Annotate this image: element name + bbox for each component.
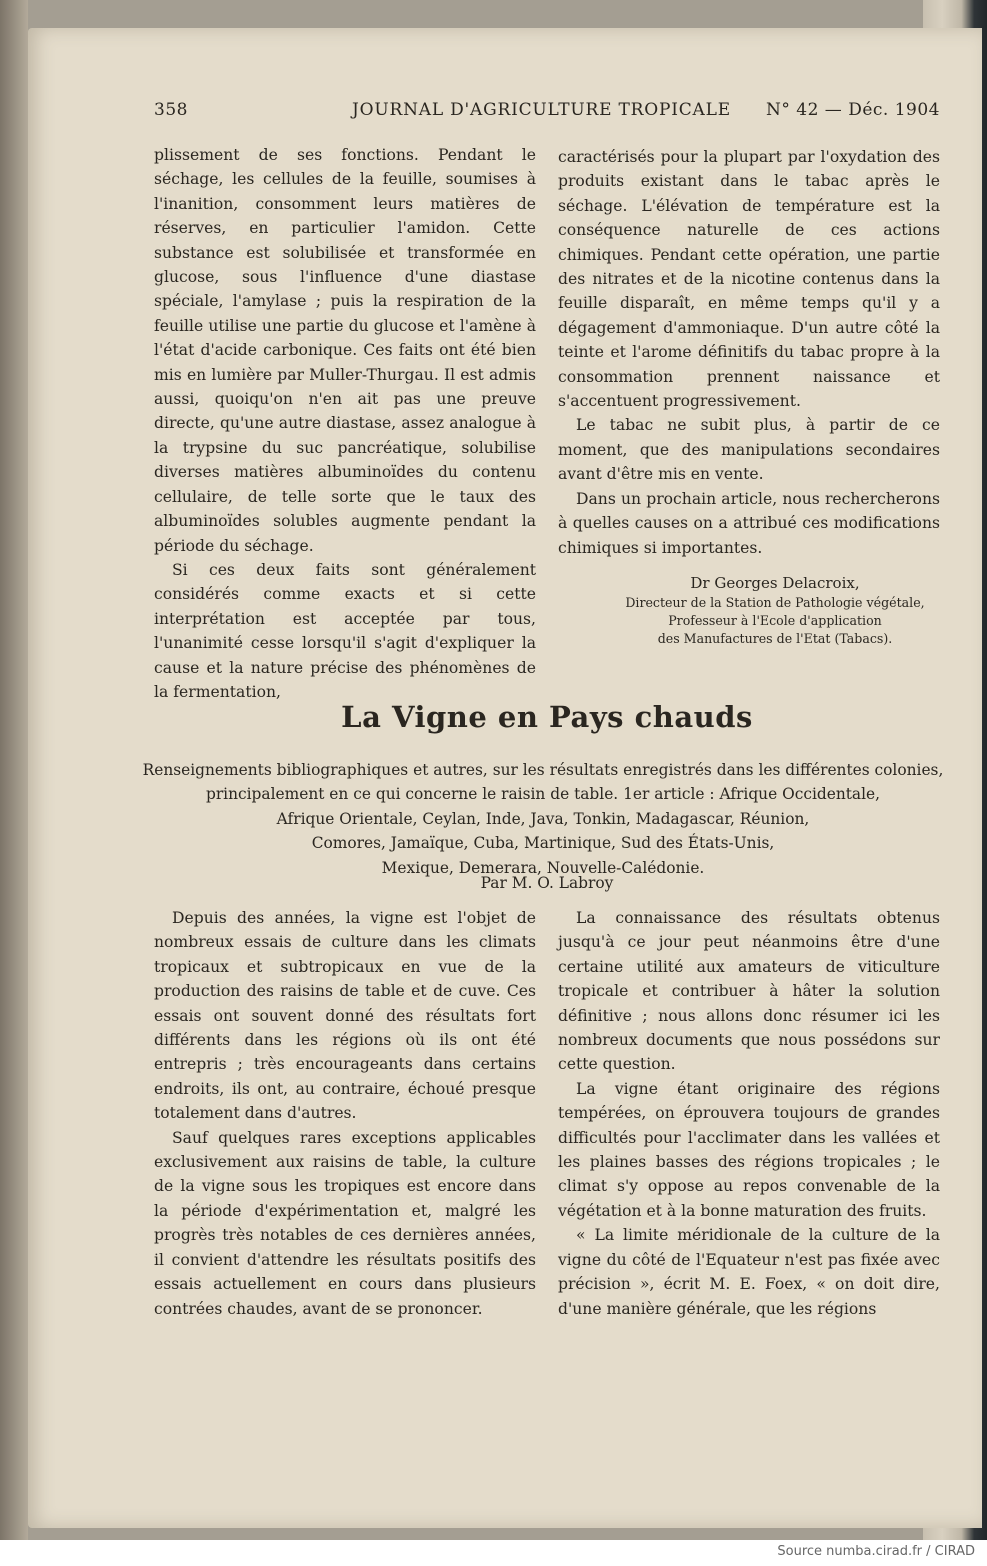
article-subtitle bbox=[140, 758, 946, 880]
paragraph: Depuis des années, la vigne est l'objet de nombreux essais de culture dans les climats tropicaux et subtropicaux en vue de la production des raisins de table et de cuve. Ces essais ont souvent donné des résultats fort différents dans les régions où ils ont été entrepris ; très encourageants dans certains endroits, ils ont, au contraire, échoué presque totalement dans d'autres. bbox=[154, 909, 536, 1123]
page-number: 358 bbox=[154, 100, 188, 120]
author-signature bbox=[600, 572, 950, 648]
subtitle-line: Mexique, Demerara, Nouvelle-Calédonie. bbox=[381, 858, 705, 877]
author-title: des Manufactures de l'Etat (Tabacs). bbox=[657, 631, 893, 646]
paragraph: La connaissance des résultats obtenus jusqu'à ce jour peut néanmoins être d'une certaine utilité aux amateurs de viticulture tropicale et contribuer à hâter la solution définitive ; nous allons donc résumer ici les nombreux documents que nous possédons sur cette question. bbox=[558, 909, 940, 1074]
author-title: Professeur à l'Ecole d'application bbox=[668, 613, 882, 628]
subtitle-line: Renseignements bibliographiques et autres, sur les résultats enregistrés dans les différentes colonies, bbox=[142, 761, 944, 779]
source-credit: Source numba.cirad.fr / CIRAD bbox=[777, 1544, 975, 1559]
column-3 bbox=[154, 906, 536, 1321]
subtitle-line: principalement en ce qui concerne le raisin de table. 1er article : Afrique Occidentale, bbox=[205, 785, 881, 804]
running-header bbox=[154, 100, 940, 126]
issue-info: N° 42 — Déc. 1904 bbox=[765, 100, 940, 120]
column-1 bbox=[154, 143, 536, 704]
author-name: Dr Georges Delacroix, bbox=[690, 574, 860, 592]
paragraph: Sauf quelques rares exceptions applicables exclusivement aux raisins de table, la culture de la vigne sous les tropiques est encore dans la période d'expérimentation et, malgré les progrès très notables de ces dernières années, il convient d'attendre les résultats positifs des essais actuellement en cours dans plusieurs contrées chaudes, avant de se prononcer. bbox=[154, 1128, 536, 1318]
paragraph: caractérisés pour la plupart par l'oxydation des produits existant dans le tabac après le séchage. L'élévation de température est la conséquence naturelle de ces actions chimiques. Pendant cette opération, une partie des nitrates et de la nicotine contenus dans la feuille disparaît, en même temps qu'il y a dégagement d'ammoniaque. D'un autre côté la teinte et l'arome définitifs du tabac propre à la consommation prennent naissance et s'accentuent progressivement. bbox=[558, 148, 940, 411]
paragraph: « La limite méridionale de la culture de la vigne du côté de l'Equateur n'est pas fixée avec précision », écrit M. E. Foex, « on doit dire, d'une manière générale, que les régions bbox=[558, 1226, 940, 1318]
paragraph: La vigne étant originaire des régions tempérées, on éprouvera toujours de grandes difficultés pour l'acclimater dans les vallées et les plaines basses des régions tropicales ; le climat s'y oppose au repos convenable de la végétation et à la bonne maturation des fruits. bbox=[558, 1079, 940, 1220]
author-title: Directeur de la Station de Pathologie végétale, bbox=[625, 595, 925, 610]
subtitle-line: Comores, Jamaïque, Cuba, Martinique, Sud des États-Unis, bbox=[311, 834, 775, 853]
column-2 bbox=[558, 145, 940, 560]
journal-title: JOURNAL D'AGRICULTURE TROPICALE bbox=[352, 100, 731, 120]
paragraph: Dans un prochain article, nous rechercherons à quelles causes on a attribué ces modifications chimiques si importantes. bbox=[558, 489, 940, 557]
subtitle-line: Afrique Orientale, Ceylan, Inde, Java, Tonkin, Madagascar, Réunion, bbox=[276, 809, 810, 828]
column-4 bbox=[558, 906, 940, 1321]
paragraph: Le tabac ne subit plus, à partir de ce moment, que des manipulations secondaires avant d'être mis en vente. bbox=[558, 416, 940, 484]
article-title: La Vigne en Pays chauds bbox=[341, 700, 753, 734]
article-byline: Par M. O. Labroy bbox=[480, 874, 614, 892]
page-left-edge bbox=[0, 0, 28, 1540]
paragraph: Si ces deux faits sont généralement considérés comme exacts et si cette interprétation est acceptée par tous, l'unanimité cesse lorsqu'il s'agit d'expliquer la cause et la nature précise des phénomènes de la fermentation, bbox=[154, 560, 536, 701]
paragraph: plissement de ses fonctions. Pendant le séchage, les cellules de la feuille, soumises à l'inanition, consomment leurs matières de réserves, en particulier l'amidon. Cette substance est solubilisée et transformée en glucose, sous l'influence d'une diastase spéciale, l'amylase ; puis la respiration de la feuille utilise une partie du glucose et l'amène à l'état d'acide carbonique. Ces faits ont été bien mis en lumière par Muller-Thurgau. Il est admis aussi, quoiqu'on n'en ait pas une preuve directe, qu'une autre diastase, assez analogue à la trypsine du suc pancréatique, solubilise diverses matières albuminoïdes du contenu cellulaire, de telle sorte que le taux des albuminoïdes solubles augmente pendant la période du séchage. bbox=[154, 146, 536, 555]
